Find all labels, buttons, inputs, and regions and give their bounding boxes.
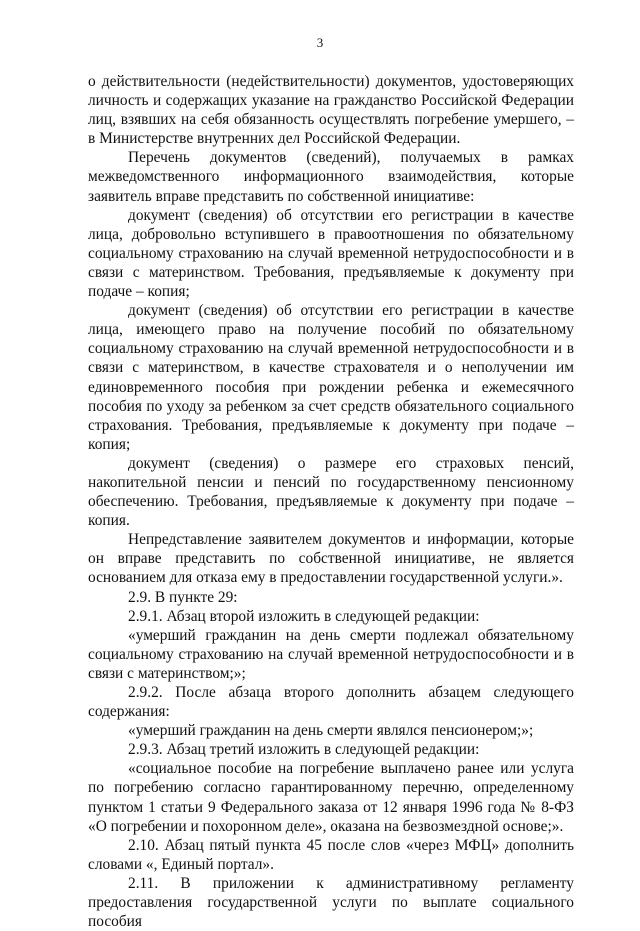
paragraph-document-item: документ (сведения) об отсутствии его регистрации в качестве лица, имеющего право на получение пособий по обязательному социальному страхованию на случай временной нетрудоспособности и в связи с материнством, в качестве страхователя и о неполучении им единовременного пособия при рождении ребенка и ежемесячного пособия по уходу за ребенком за счет средств обязательного социального страхования. Требования, предъявляемые к документу при подаче – копия; (88, 302, 574, 453)
paragraph-quote: «социальное пособие на погребение выплачено ранее или услуга по погребению согласно гарантированному перечню, определенному пунктом 1 статьи 9 Федерального заказа от 12 января 1996 года № 8-ФЗ «О погребении и похоронном деле», оказана на безвозмездной основе;». (88, 760, 574, 835)
paragraph-document-item: документ (сведения) об отсутствии его регистрации в качестве лица, добровольно вступившего в правоотношения по обязательному социальному страхованию на случай временной нетрудоспособности и в связи с материнством. Требования, предъявляемые к документу при подаче – копия; (88, 206, 574, 301)
paragraph-clause-2-9-1: 2.9.1. Абзац второй изложить в следующей редакции: (128, 607, 480, 625)
paragraph-non-submission: Непредставление заявителем документов и информации, которые он вправе представить по собственной инициативе, не является основанием для отказа ему в предоставлении государственной услуги.». (88, 531, 574, 587)
document-body (88, 72, 574, 931)
paragraph-quote: «умерший гражданин на день смерти являлся пенсионером;»; (128, 722, 534, 740)
paragraph-clause-2-11: 2.11. В приложении к административному регламенту предоставления государственной услуги по выплате социального пособия (88, 874, 574, 931)
paragraph-continuation: о действительности (недействительности) документов, удостоверяющих личность и содержащих указание на гражданство Российской Федерации лиц, взявших на себя обязанность осуществлять погребение умершего, – в Министерстве внутренних дел Российской Федерации. (88, 73, 574, 148)
paragraph-document-item: документ (сведения) о размере его страховых пенсий, накопительной пенсии и пенсий по государственному пенсионному обеспечению. Требования, предъявляемые к документу при подаче – копия. (88, 454, 574, 530)
paragraph-clause-2-9-3: 2.9.3. Абзац третий изложить в следующей редакции: (128, 741, 480, 759)
paragraph-document-list-intro: Перечень документов (сведений), получаемых в рамках межведомственного информационного взаимодействия, которые заявитель вправе представить по собственной инициативе: (88, 149, 574, 205)
page-number: 3 (316, 35, 324, 50)
paragraph-clause-2-9: 2.9. В пункте 29: (128, 588, 238, 606)
paragraph-clause-2-10: 2.10. Абзац пятый пункта 45 после слов «через МФЦ» дополнить словами «, Единый портал». (88, 836, 574, 873)
paragraph-quote: «умерший гражданин на день смерти подлежал обязательному социальному страхованию на случай временной нетрудоспособности и в связи с материнством;»; (88, 626, 574, 682)
paragraph-clause-2-9-2: 2.9.2. После абзаца второго дополнить абзацем следующего содержания: (88, 684, 574, 721)
